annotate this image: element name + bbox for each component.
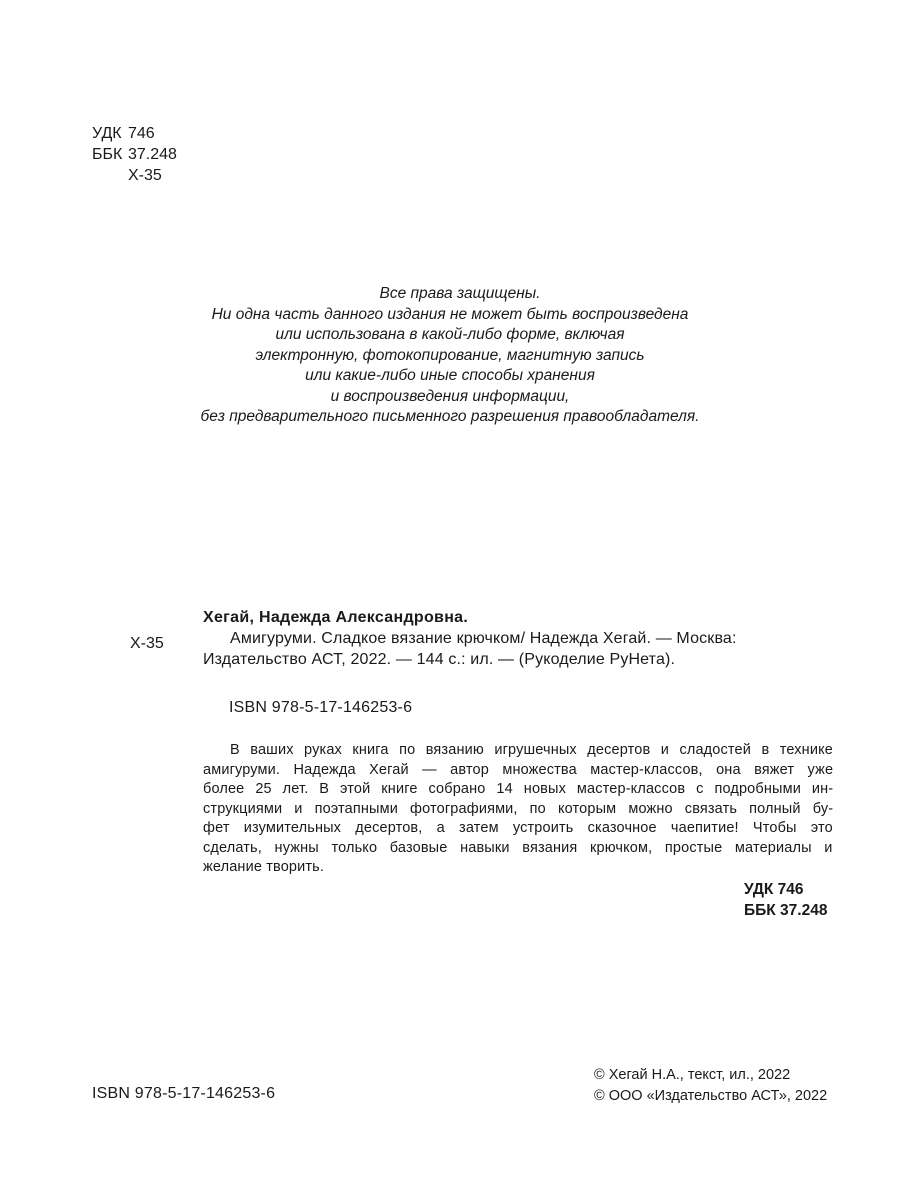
rights-line: без предварительного письменного разрешения правообладателя. — [200, 408, 700, 425]
author-code: Х-35 — [128, 167, 162, 184]
copyright-block — [594, 1065, 827, 1106]
classification-codes — [92, 123, 177, 186]
annotation-line — [203, 819, 833, 839]
bottom-classification-codes — [744, 879, 827, 921]
annotation-text: сделать, нужны только базовые навыки вязания крючком, простые материалы и — [203, 839, 833, 856]
author-mark: Х-35 — [130, 635, 164, 652]
bibliographic-record — [203, 607, 833, 670]
rights-notice — [0, 284, 900, 428]
annotation-text: более 25 лет. В этой книге собрано 14 новых мастер-классов с подробными ин- — [203, 781, 834, 797]
annotation-line — [203, 858, 833, 878]
udk-label: УДК — [92, 125, 122, 142]
description-line: Издательство АСТ, 2022. — 144 с.: ил. — (Рукоделие РуНета). — [203, 651, 676, 668]
rights-line: или какие-либо иные способы хранения — [305, 367, 595, 384]
rights-line: Ни одна часть данного издания не может быть воспроизведена — [211, 305, 689, 323]
udk-value: 746 — [128, 125, 155, 142]
bottom-udk: УДК 746 — [744, 881, 804, 898]
annotation-line — [203, 761, 833, 781]
annotation — [203, 741, 833, 878]
rights-line: и воспроизведения информации, — [330, 387, 570, 405]
annotation-text: желание творить. — [203, 859, 325, 875]
bbk-label: ББК — [92, 146, 123, 163]
bbk-row — [92, 144, 177, 165]
rights-line: или использована в какой-либо форме, включая — [275, 326, 625, 343]
copyright-line: © ООО «Издательство АСТ», 2022 — [594, 1087, 828, 1104]
rights-line: электронную, фотокопирование, магнитную запись — [255, 346, 645, 364]
bbk-value: 37.248 — [128, 146, 177, 163]
description-line: Амигуруми. Сладкое вязание крючком/ Надежда Хегай. — Москва: — [230, 630, 737, 647]
annotation-line — [203, 780, 833, 800]
author-heading: Хегай, Надежда Александровна. — [203, 609, 469, 626]
annotation-text: амигуруми. Надежда Хегай — автор множества мастер-классов, она вяжет уже — [203, 761, 834, 778]
isbn-footer: ISBN 978-5-17-146253-6 — [92, 1085, 276, 1102]
annotation-line — [203, 800, 833, 820]
rights-line: Все права защищены. — [379, 285, 541, 302]
bottom-bbk: ББК 37.248 — [744, 902, 828, 919]
annotation-line — [203, 839, 833, 859]
annotation-line — [203, 741, 833, 761]
annotation-text: струкциями и поэтапными фотографиями, по которым можно связать полный бу- — [203, 800, 834, 817]
author-code-row — [92, 165, 177, 186]
isbn-record: ISBN 978-5-17-146253-6 — [229, 699, 413, 716]
annotation-text: В ваших руках книга по вязанию игрушечных десертов и сладостей в технике — [230, 742, 833, 758]
annotation-text: фет изумительных десертов, а затем устроить сказочное чаепитие! Чтобы это — [203, 820, 833, 836]
udk-row — [92, 123, 177, 144]
copyright-line: © Хегай Н.А., текст, ил., 2022 — [594, 1067, 791, 1083]
